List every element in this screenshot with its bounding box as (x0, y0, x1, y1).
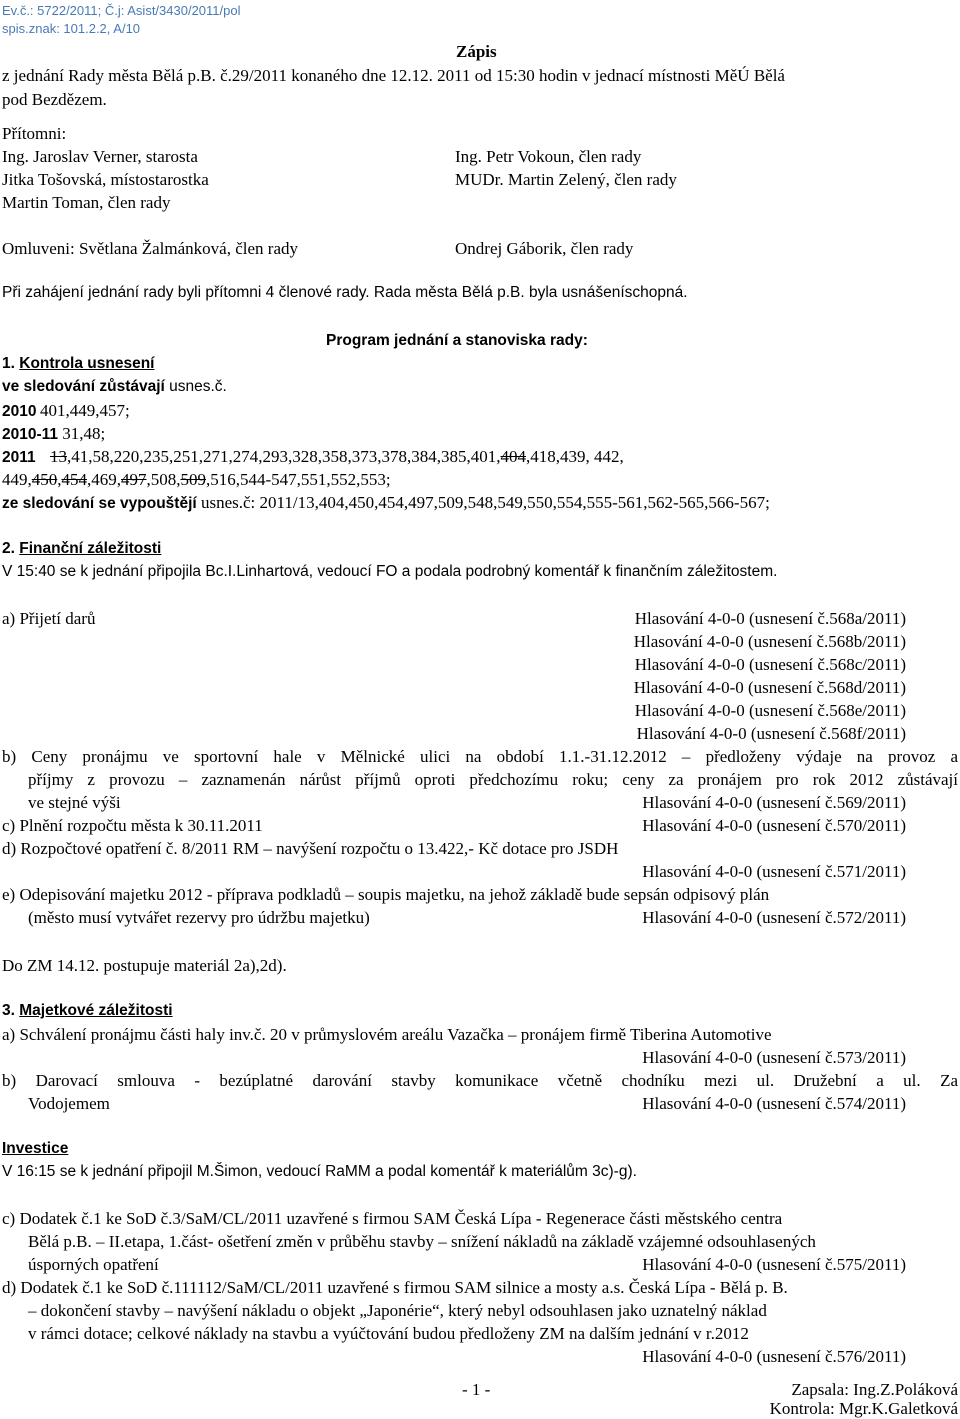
intro-line-1: z jednání Rady města Bělá p.B. č.29/2011 konaného dne 12.12. 2011 od 15:30 hodin v jednací místnosti MěÚ Bělá (2, 66, 785, 85)
item-d-line-2: – dokončení stavby – navýšení nákladu o objekt „Japonérie“, který nebyl odsouhlasen jako uznatelný náklad (28, 1301, 767, 1320)
year-label: 2010-11 (2, 426, 59, 443)
year-label: 2011 (2, 449, 36, 466)
release-label: ze sledování se vypouštějí (2, 495, 197, 512)
resolution-list: 31,48; (58, 424, 106, 443)
section-2-heading (2, 540, 161, 558)
year-label: 2010 (2, 403, 37, 420)
section-2-note: V 15:40 se k jednání připojila Bc.I.Linhartová, vedoucí FO a podala podrobný komentář k finančním záležitostem. (2, 563, 778, 580)
page-number: - 1 - (462, 1380, 491, 1399)
tracking-line (2, 378, 227, 396)
item-c-line-3: úsporných opatření (28, 1255, 159, 1274)
item-b-line-1: b) Ceny pronájmu ve sportovní hale v Mělnické ulici na období 1.1.-31.12.2012 – předloženy výdaje na provoz a (2, 747, 958, 766)
vote-result: Hlasování 4-0-0 (usnesení č.574/2011) (642, 1094, 906, 1113)
tracking-tail: usnes.č. (164, 378, 227, 395)
checked-by: Kontrola: Mgr.K.Galetková (769, 1399, 958, 1418)
document-title: Zápis (456, 42, 497, 61)
struck-number: 450 (31, 470, 58, 489)
item-a-label: a) Přijetí darů (2, 609, 96, 628)
resolution-list: ,516,544-547,551,552,553; (206, 470, 391, 489)
vote-result: Hlasování 4-0-0 (usnesení č.568b/2011) (633, 632, 906, 651)
zm-note: Do ZM 14.12. postupuje materiál 2a),2d). (2, 956, 287, 975)
item-d-line-3: v rámci dotace; celkové náklady na stavbu a vyúčtování budou předloženy ZM na dalším jednání v r.2012 (28, 1324, 749, 1343)
vote-result: Hlasování 4-0-0 (usnesení č.570/2011) (642, 816, 906, 835)
resolution-list: ,418,439, 442, (526, 447, 624, 466)
struck-number: 454 (61, 470, 87, 489)
present-member: MUDr. Martin Zelený, člen rady (455, 170, 677, 189)
item-e-line-2: (město musí vytvářet rezervy pro údržbu majetku) (28, 908, 370, 927)
vote-result: Hlasování 4-0-0 (usnesení č.568d/2011) (633, 678, 906, 697)
item-d-line-1: d) Dodatek č.1 ke SoD č.111112/SaM/CL/2011 uzavřené s firmou SAM silnice a mosty a.s. Česká Lípa - Bělá p. B. (2, 1278, 788, 1297)
section-3-heading (2, 1002, 173, 1020)
vote-result: Hlasování 4-0-0 (usnesení č.568f/2011) (636, 724, 906, 743)
quorum-statement: Při zahájení jednání rady byli přítomni 4 členové rady. Rada města Bělá p.B. byla usnášeníschopná. (2, 284, 688, 301)
resolution-list: 401,449,457; (40, 401, 130, 420)
release-text: usnes.č: 2011/13,404,450,454,497,509,548,549,550,554,555-561,562-565,566-567; (196, 493, 770, 512)
item-c-label: c) Plnění rozpočtu města k 30.11.2011 (2, 816, 263, 835)
year-2011-row-continued (2, 470, 391, 490)
vote-result: Hlasování 4-0-0 (usnesení č.575/2011) (642, 1255, 906, 1274)
investice-heading: Investice (2, 1140, 69, 1157)
section-number: 3. (2, 1002, 15, 1019)
item-a-line: a) Schválení pronájmu části haly inv.č. 20 v průmyslovém areálu Vazačka – pronájem firmě Tiberina Automotive (2, 1025, 772, 1044)
present-member: Jitka Tošovská, místostarostka (2, 170, 209, 189)
reference-number: Ev.č.: 5722/2011; Č.j: Asist/3430/2011/pol (2, 3, 241, 18)
item-c-line-2: Bělá p.B. – II.etapa, 1.část- ošetření změn v průběhu stavby – snížení nákladů na základě vzájemné odsouhlasených (28, 1232, 816, 1251)
tracking-label: ve sledování zůstávají (2, 378, 165, 395)
vote-result: Hlasování 4-0-0 (usnesení č.572/2011) (642, 908, 906, 927)
section-1-heading (2, 355, 154, 373)
vote-result: Hlasování 4-0-0 (usnesení č.573/2011) (642, 1048, 906, 1067)
item-d-label: d) Rozpočtové opatření č. 8/2011 RM – navýšení rozpočtu o 13.422,- Kč dotace pro JSDH (2, 839, 619, 858)
excused-member: Omluveni: Světlana Žalmánková, člen rady (2, 239, 298, 258)
struck-number: 13 (50, 447, 67, 466)
section-number: 1. (2, 355, 15, 372)
recorded-by: Zapsala: Ing.Z.Poláková (791, 1380, 958, 1399)
present-member: Ing. Jaroslav Verner, starosta (2, 147, 198, 166)
item-e-line-1: e) Odepisování majetku 2012 - příprava podkladů – soupis majetku, na jehož základě bude sepsán odpisový plán (2, 885, 770, 904)
section-title: Kontrola usnesení (19, 355, 155, 372)
year-2010-row (2, 401, 130, 421)
item-b-line-2: Vodojemem (28, 1094, 110, 1113)
section-title: Finanční záležitosti (19, 540, 162, 557)
year-2010-11-row (2, 424, 105, 444)
vote-result: Hlasování 4-0-0 (usnesení č.568a/2011) (634, 609, 906, 628)
section-title: Majetkové záležitosti (19, 1002, 173, 1019)
vote-result: Hlasování 4-0-0 (usnesení č.569/2011) (642, 793, 906, 812)
program-title: Program jednání a stanoviska rady: (326, 332, 588, 349)
vote-result: Hlasování 4-0-0 (usnesení č.571/2011) (642, 862, 906, 881)
section-number: 2. (2, 540, 15, 557)
struck-number: 509 (180, 470, 206, 489)
item-b-line-3: ve stejné výši (28, 793, 121, 812)
vote-result: Hlasování 4-0-0 (usnesení č.576/2011) (642, 1347, 906, 1366)
year-2011-row (2, 447, 624, 467)
item-c-line-1: c) Dodatek č.1 ke SoD č.3/SaM/CL/2011 uzavřené s firmou SAM Česká Lípa - Regenerace části městského centra (2, 1209, 783, 1228)
excused-member: Ondrej Gáborik, člen rady (455, 239, 634, 258)
item-b-line-2: příjmy z provozu – zaznamenán nárůst příjmů oproti předchozímu roku; ceny za pronájem pro rok 2012 zůstávají (28, 770, 958, 789)
resolution-list: ,469, (87, 470, 121, 489)
release-line (2, 493, 770, 513)
struck-number: 497 (121, 470, 147, 489)
present-member: Martin Toman, člen rady (2, 193, 171, 212)
item-b-line-1: b) Darovací smlouva - bezúplatné darování stavby komunikace včetně chodníku mezi ul. Družební a ul. Za (2, 1071, 958, 1090)
file-mark: spis.znak: 101.2.2, A/10 (2, 21, 141, 36)
vote-result: Hlasování 4-0-0 (usnesení č.568e/2011) (634, 701, 906, 720)
resolution-list: ,41,58,220,235,251,271,274,293,328,358,373,378,384,385,401, (67, 447, 501, 466)
present-member: Ing. Petr Vokoun, člen rady (455, 147, 642, 166)
document-header (2, 2, 241, 38)
investice-note: V 16:15 se k jednání připojil M.Šimon, vedoucí RaMM a podal komentář k materiálům 3c)-g). (2, 1163, 637, 1180)
intro-line-2: pod Bezdězem. (2, 90, 107, 109)
present-label: Přítomni: (2, 124, 67, 143)
vote-result: Hlasování 4-0-0 (usnesení č.568c/2011) (634, 655, 906, 674)
resolution-list: , (57, 470, 62, 489)
resolution-list: ,508, (146, 470, 181, 489)
struck-number: 404 (500, 447, 526, 466)
resolution-list: 449, (2, 470, 32, 489)
